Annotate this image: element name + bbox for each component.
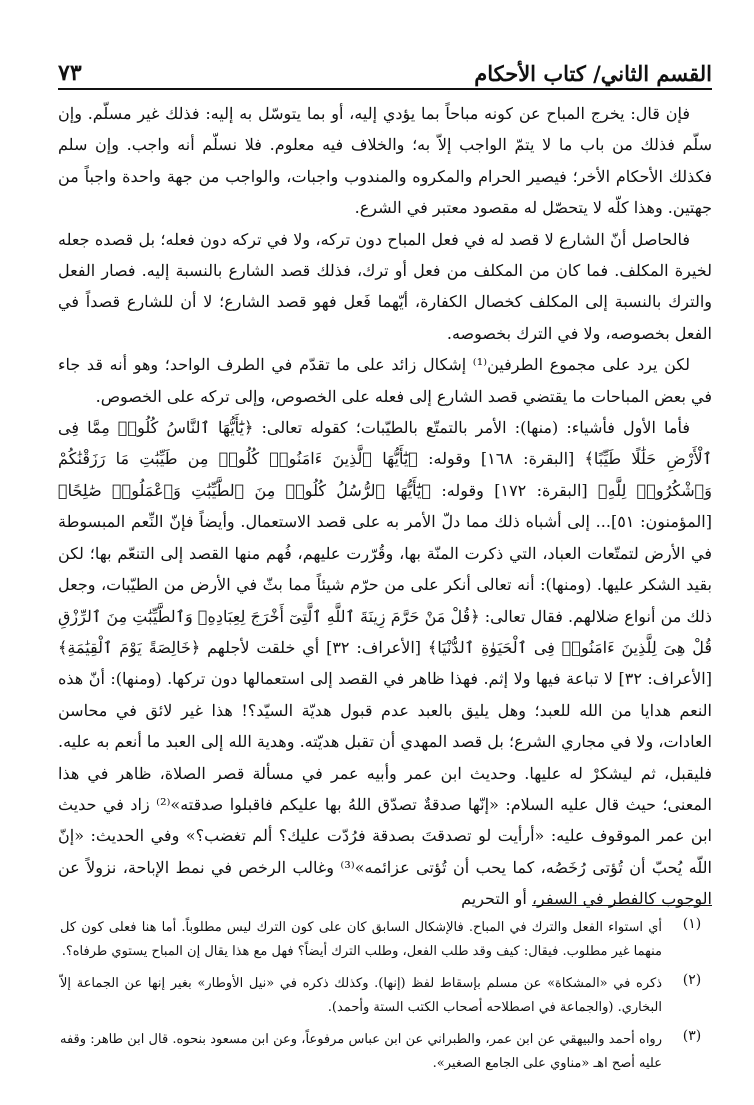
footnote-number: (٢): [682, 972, 702, 988]
paragraph: فأما الأول فأشياء: (منها): الأمر بالتمتّع بالطيّبات؛ كقوله تعالى: ﴿يَٰٓأَيُّهَا ٱلنَّاسُ كُلُوا۟ مِمَّا فِى ٱلْأَرْضِ حَلَٰلًا طَيِّبًا﴾ [البقرة: ١٦٨] وقوله: ﴿يَٰٓأَيُّهَا ٱلَّذِينَ ءَامَنُوا۟ كُلُوا۟ مِن طَيِّبَٰتِ مَا رَزَقْنَٰكُمْ وَٱشْكُرُوا۟ لِلَّهِ﴾ [البقرة: ١٧٢] وقوله: ﴿يَٰٓأَيُّهَا ٱلرُّسُلُ كُلُوا۟ مِنَ ٱلطَّيِّبَٰتِ وَٱعْمَلُوا۟ صَٰلِحًا﴾ [المؤمنون: ٥١]... إلى أشباه ذلك مما دلّ الأمر به على قصد الاستعمال. وأيضاً فإنّ النِّعم المبسوطة في الأرض لتمتّعات العباد، التي ذكرت المنّة بها، وقُرّرت عليهم، فُهم منها القصد إلى التنعّم بها؛ لكن بقيد الشكر عليها. (ومنها): أنه تعالى أنكر على من حرّم شيئاً مما بثّ في الأرض من الطيّبات، وجعل ذلك من أنواع ضلالهم. فقال تعالى: ﴿قُلْ مَنْ حَرَّمَ زِينَةَ ٱللَّهِ ٱلَّتِىٓ أَخْرَجَ لِعِبَادِهِۦ وَٱلطَّيِّبَٰتِ مِنَ ٱلرِّزْقِ قُلْ هِىَ لِلَّذِينَ ءَامَنُوا۟ فِى ٱلْحَيَوٰةِ ٱلدُّنْيَا﴾ [الأعراف: ٣٢] أي خلقت لأجلهم ﴿خَالِصَةً يَوْمَ ٱلْقِيَٰمَةِ﴾ [الأعراف: ٣٢] لا تباعة فيها ولا إثم. فهذا ظاهر في القصد إلى استعمالها دون تركها. (ومنها): أنّ هذه النعم هدايا من الله للعبد؛ وهل يليق بالعبد عدم قبول هديّة السيّد؟! هذا غير لائق في محاسن العادات، ولا في مجاري الشرع؛ بل قصد المهدي أن تقبل هديّته. وهدية الله إلى العبد ما أنعم به عليه. فليقبل، ثم ليشكرْ له عليها. وحديث ابن عمر وأبيه عمر في مسألة قصر الصلاة، ظاهر في هذا المعنى؛ حيث قال عليه السلام: «إنّها صدقةٌ تصدّق اللهُ بها عليكم فاقبلوا صدقته»⁽²⁾ زاد في حديث ابن عمر الموقوف عليه: «أرأيت لو تصدقتَ بصدقة فرُدّت عليك؟ ألم تغضب؟» وفي الحديث: «إنّ اللّه يُحبّ أن تُؤتى رُخَصُه، كما يحب أن تُؤتى عزائمه»⁽³⁾ وغالب الرخص في نمط الإباحة، نزولاً عن الوجوب كالفطر في السفر، أو التحريم: [58, 418, 713, 909]
page-number: ٧٣: [58, 60, 82, 86]
footnotes: [60, 916, 712, 1084]
footnote-text: أي استواء الفعل والترك في المباح. فالإشكال السابق كان على كون الترك ليس مطلوباً. أما هنا فعلى كون كل منهما غير مطلوب. فيقال: كيف وقد طلب الفعل، وطلب الترك أيضاً؟ فهل مع هذا يقال إن المباح يستوي طرفاه؟.: [60, 920, 662, 959]
paragraph: فالحاصل أنّ الشارع لا قصد له في فعل المباح دون تركه، ولا في تركه دون فعله؛ بل قصده جعله لخيرة المكلف. فما كان من المكلف من فعل أو ترك، فذلك قصد الشارع بالنسبة إليه. فصار الفعل والترك بالنسبة إلى المكلف كخصال الكفارة، أيّهما فَعل فهو قصد الشارع؛ لا أن للشارع قصداً في الفعل بخصوصه، ولا في الترك بخصوصه.: [58, 229, 713, 343]
paragraph: فإن قال: يخرج المباح عن كونه مباحاً بما يؤدي إليه، أو بما يتوسّل به إليه: فذلك غير مسلّم. وإن سلّم فذلك من باب ما لا يتمّ الواجب إلاّ به؛ والخلاف فيه معلوم. فلا نسلّم أنه واجب. وإن سلم فكذلك الأحكام الأخر؛ فيصير الحرام والمكروه والمندوب واجبات، والواجب من جهة واحدة واجباً من جهتين. وهذا كلّه لا يتحصّل له مقصود معتبر في الشرع.: [58, 104, 712, 218]
footnote-text: ذكره في «المشكاة» عن مسلم بإسقاط لفظ (إنها). وكذلك ذكره في «نيل الأوطار» بغير إنها عن الجماعة إلاّ البخاري. (والجماعة في اصطلاحه أصحاب الكتب الستة وأحمد).: [60, 976, 662, 1015]
footnote-number: (١): [682, 916, 702, 932]
footnote: [60, 916, 712, 964]
page-header: [58, 52, 712, 90]
footnote-number: (٣): [682, 1028, 702, 1044]
running-title: القسم الثاني/ كتاب الأحكام: [474, 61, 712, 86]
paragraph: لكن يرد على مجموع الطرفين⁽¹⁾ إشكال زائد على ما تقدّم في الطرف الواحد؛ وهو أنه قد جاء في بعض المباحات ما يقتضي قصد الشارع إلى فعله على الخصوص، وإلى تركه على الخصوص.: [58, 355, 712, 406]
footnote: [60, 972, 712, 1020]
footnote-divider: [532, 905, 712, 906]
footnote: [60, 1028, 712, 1076]
main-text: [58, 98, 713, 909]
footnote-text: رواه أحمد والبيهقي عن ابن عمر، والطبراني عن ابن عباس مرفوعاً، وعن ابن مسعود بنحوه. قال ابن طاهر: وقفه عليه أصح اهـ «مناوي على الجامع الصغير».: [60, 1032, 662, 1071]
